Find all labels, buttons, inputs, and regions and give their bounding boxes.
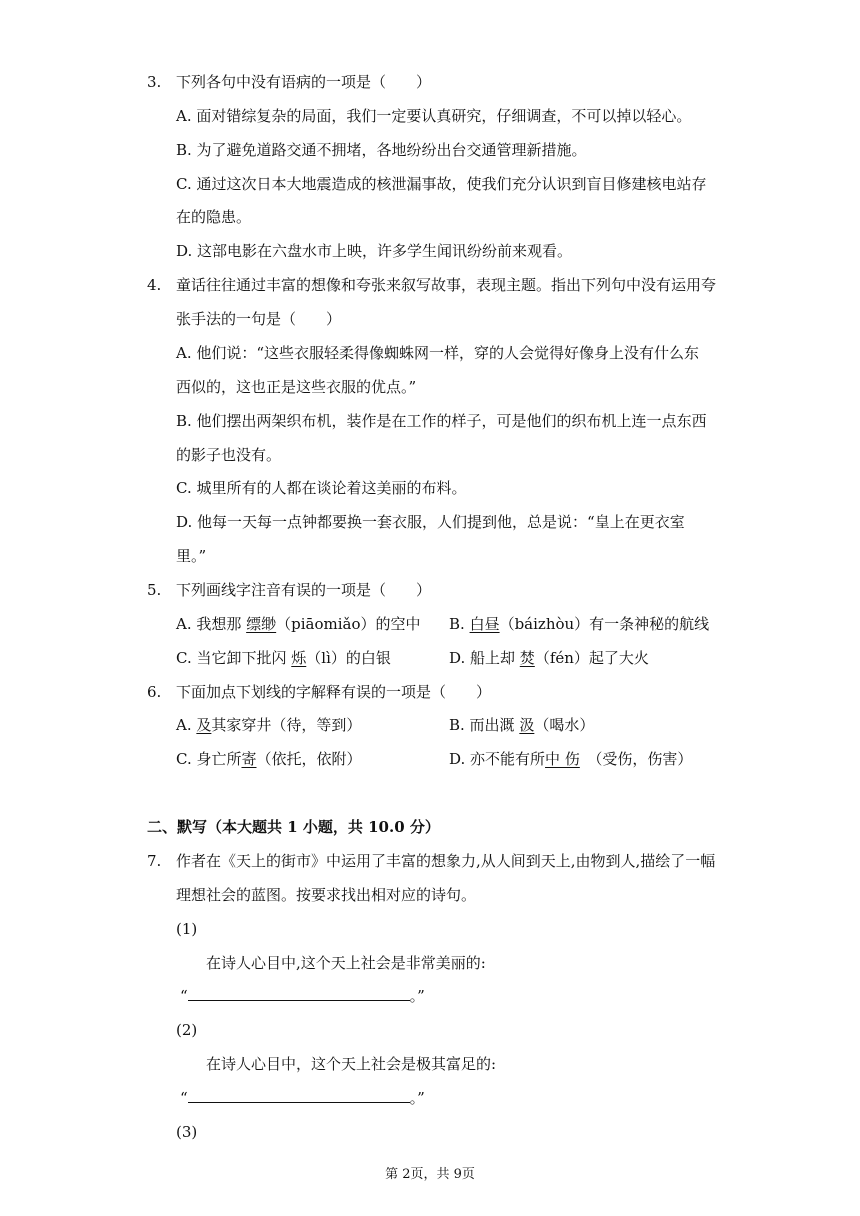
q4-stem-line2: 张手法的一句是（ ）: [176, 310, 342, 328]
q7-part1-answer-line: [180, 986, 425, 1006]
q6-c-marked: 寄: [241, 750, 257, 768]
q7-part1-close-quote: 。”: [409, 987, 425, 1005]
q6-c-suffix: （依托，依附）: [256, 750, 362, 768]
q5-d-prefix: D. 船上却: [449, 649, 520, 667]
q7-part1-open-quote: “: [180, 987, 188, 1005]
q6-a-suffix: 其家穿井（待，等到）: [211, 716, 362, 734]
q3-stem: 下列各句中没有语病的一项是（ ）: [176, 73, 432, 91]
q6-option-a: [176, 715, 361, 735]
q5-a-underlined: 缥缈: [246, 615, 277, 633]
q6-stem: 下面加点下划线的字解释有误的一项是（ ）: [176, 683, 492, 701]
q3-option-b: B. 为了避免道路交通不拥堵，各地纷纷出台交通管理新措施。: [176, 141, 587, 159]
q3-option-a: A. 面对错综复杂的局面，我们一定要认真研究，仔细调查，不可以掉以轻心。: [176, 107, 692, 125]
q7-part3-label: (3): [176, 1123, 198, 1141]
q6-a-marked: 及: [196, 716, 212, 734]
q6-number: 6.: [147, 683, 162, 701]
q7-stem-line2: 理想社会的蓝图。按要求找出相对应的诗句。: [176, 886, 477, 904]
q6-option-b: [449, 715, 594, 735]
q7-part1-label: (1): [176, 920, 198, 938]
q6-option-d: [449, 749, 692, 769]
q5-option-d: [449, 648, 649, 668]
page-footer: 第 2页，共 9页: [385, 1167, 475, 1182]
q3-option-d: D. 这部电影在六盘水市上映，许多学生闻讯纷纷前来观看。: [176, 242, 573, 260]
q5-number: 5.: [147, 581, 162, 599]
q4-option-b-line1: B. 他们摆出两架织布机，装作是在工作的样子，可是他们的织布机上连一点东西: [176, 412, 707, 430]
q5-c-underlined: 烁: [291, 649, 307, 667]
q7-part1-blank[interactable]: [188, 986, 410, 1001]
q4-option-a-line1: A. 他们说：“这些衣服轻柔得像蜘蛛网一样，穿的人会觉得好像身上没有什么东: [176, 344, 700, 362]
q4-number: 4.: [147, 276, 162, 294]
q5-c-suffix: （lì）的白银: [306, 649, 391, 667]
q5-a-suffix: （piāomiǎo）的空中: [276, 615, 421, 633]
q4-option-d-line1: D. 他每一天每一点钟都要换一套衣服，人们提到他，总是说：“皇上在更衣室: [176, 513, 685, 531]
q6-d-marked: 中 伤: [545, 750, 580, 768]
q7-number: 7.: [147, 852, 162, 870]
q7-part2-close-quote: 。”: [409, 1089, 425, 1107]
q5-c-prefix: C. 当它卸下批闪: [176, 649, 292, 667]
q4-option-b-line2: 的影子也没有。: [176, 446, 282, 464]
q6-c-prefix: C. 身亡所: [176, 750, 242, 768]
q6-b-marked: 汲: [519, 716, 535, 734]
q6-d-suffix: （受伤，伤害）: [579, 750, 693, 768]
q5-d-suffix: （fén）起了大火: [534, 649, 649, 667]
q3-option-c-line2: 在的隐患。: [176, 208, 252, 226]
q5-option-a: [176, 614, 421, 634]
q5-stem: 下列画线字注音有误的一项是（ ）: [176, 581, 432, 599]
q5-a-prefix: A. 我想那: [176, 615, 247, 633]
q6-a-prefix: A.: [176, 716, 197, 734]
q7-part2-open-quote: “: [180, 1089, 188, 1107]
q4-option-a-line2: 西似的，这也正是这些衣服的优点。”: [176, 378, 417, 396]
q5-b-underlined: 白昼: [469, 615, 500, 633]
q5-d-underlined: 焚: [519, 649, 535, 667]
q5-option-b: [449, 614, 709, 634]
q6-option-c: [176, 749, 362, 769]
q6-d-prefix: D. 亦不能有所: [449, 750, 546, 768]
q5-b-prefix: B.: [449, 615, 470, 633]
q4-stem-line1: 童话往往通过丰富的想像和夸张来叙写故事，表现主题。指出下列句中没有运用夸: [176, 276, 717, 294]
q3-number: 3.: [147, 73, 162, 91]
q7-part2-label: (2): [176, 1021, 198, 1039]
section-2-title: 二、默写（本大题共 1 小题，共 10.0 分）: [147, 818, 440, 836]
q6-b-prefix: B. 而出溉: [449, 716, 520, 734]
q4-option-c: C. 城里所有的人都在谈论着这美丽的布料。: [176, 479, 467, 497]
q3-option-c-line1: C. 通过这次日本大地震造成的核泄漏事故，使我们充分认识到盲目修建核电站存: [176, 175, 707, 193]
q7-part2-answer-line: [180, 1088, 425, 1108]
q4-option-d-line2: 里。”: [176, 547, 207, 565]
q6-b-suffix: （喝水）: [534, 716, 595, 734]
q7-part2-text: 在诗人心目中，这个天上社会是极其富足的:: [206, 1055, 497, 1073]
q5-option-c: [176, 648, 391, 668]
q7-stem-line1: 作者在《天上的街市》中运用了丰富的想象力,从人间到天上,由物到人,描绘了一幅: [176, 852, 716, 870]
q7-part1-text: 在诗人心目中,这个天上社会是非常美丽的:: [206, 954, 486, 972]
q5-b-suffix: （báizhòu）有一条神秘的航线: [499, 615, 710, 633]
q7-part2-blank[interactable]: [188, 1088, 410, 1103]
